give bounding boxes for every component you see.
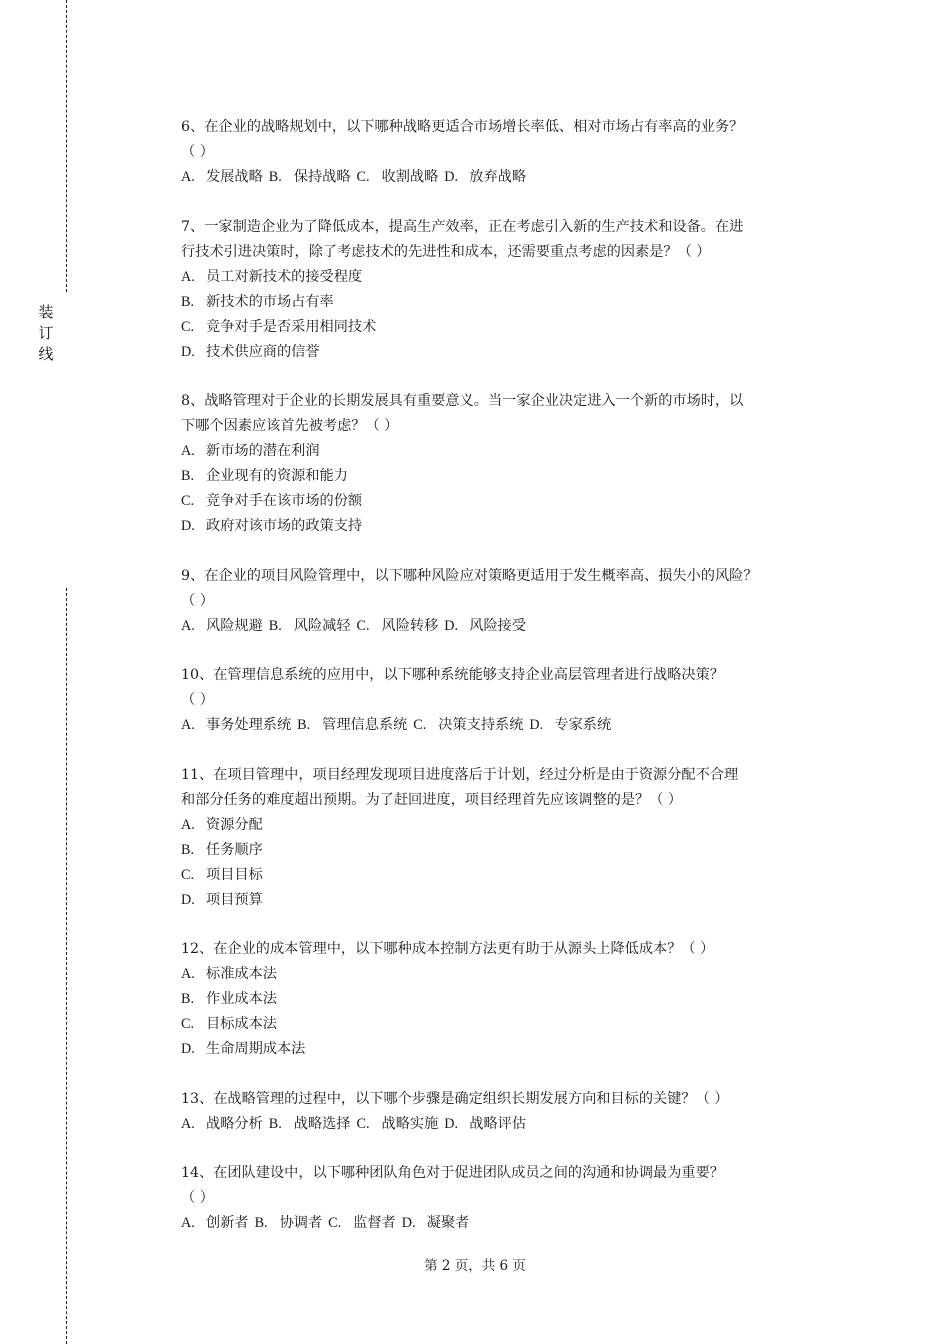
option-letter: A. bbox=[181, 617, 195, 634]
option-text: 战略分析 bbox=[206, 1115, 263, 1132]
question-8 bbox=[181, 389, 849, 539]
option-letter: B. bbox=[181, 841, 195, 858]
question-stem-line: 行技术引进决策时，除了考虑技术的先进性和成本，还需要重点考虑的因素是？（ ） bbox=[181, 243, 711, 260]
option bbox=[181, 340, 849, 365]
option-text: 收割战略 bbox=[381, 169, 439, 185]
option-letter: A. bbox=[181, 268, 195, 285]
option-letter: D. bbox=[444, 617, 459, 634]
option-letter: D. bbox=[529, 717, 544, 733]
question-stem-line: 6、在企业的战略规划中，以下哪种战略更适合市场增长率低、相对市场占有率高的业务？ bbox=[181, 119, 744, 135]
option-text: 专家系统 bbox=[554, 717, 612, 733]
option bbox=[529, 717, 611, 733]
question-stem-line: （ ） bbox=[181, 1190, 214, 1206]
option bbox=[181, 1116, 263, 1132]
option-letter: B. bbox=[181, 991, 195, 1007]
question-14 bbox=[181, 1161, 849, 1236]
binding-label bbox=[37, 302, 55, 365]
question-stem-line: （ ） bbox=[181, 692, 214, 708]
question-12 bbox=[181, 937, 849, 1062]
option-letter: D. bbox=[181, 1041, 195, 1057]
option bbox=[181, 962, 849, 987]
question-stem-line: （ ） bbox=[181, 592, 214, 609]
question-11 bbox=[181, 763, 849, 913]
option bbox=[269, 1116, 351, 1132]
option-letter: B. bbox=[268, 617, 282, 634]
question-10 bbox=[181, 663, 849, 738]
option-text: 政府对该市场的政策支持 bbox=[206, 518, 363, 534]
option bbox=[181, 863, 849, 888]
option-text: 管理信息系统 bbox=[322, 717, 408, 733]
option-text: 战略选择 bbox=[293, 1115, 351, 1132]
question-stem-line: 11、在项目管理中，项目经理发现项目进度落后于计划，经过分析是由于资源分配不合理 bbox=[181, 766, 739, 783]
options-row bbox=[181, 713, 849, 738]
question-stem-line: 和部分任务的难度超出预期。为了赶回进度，项目经理首先应该调整的是？（ ） bbox=[181, 791, 683, 808]
option-text: 技术供应商的信誉 bbox=[206, 343, 320, 360]
option-text: 作业成本法 bbox=[206, 991, 277, 1007]
binding-label-char: 订 bbox=[38, 324, 54, 342]
option-text: 协调者 bbox=[279, 1215, 323, 1231]
option-letter: B. bbox=[268, 1115, 282, 1132]
option-letter: C. bbox=[181, 493, 195, 509]
option-text: 战略实施 bbox=[381, 1115, 439, 1132]
option bbox=[181, 813, 849, 838]
question-7 bbox=[181, 215, 849, 365]
option bbox=[181, 1037, 849, 1062]
option bbox=[181, 1215, 249, 1231]
question-9 bbox=[181, 564, 849, 639]
option-text: 风险接受 bbox=[469, 617, 527, 634]
option-letter: B. bbox=[297, 717, 311, 733]
question-stem-line: 13、在战略管理的过程中，以下哪个步骤是确定组织长期发展方向和目标的关键？（ ） bbox=[181, 1090, 729, 1107]
option-text: 保持战略 bbox=[293, 169, 351, 185]
option bbox=[269, 169, 351, 185]
option-text: 决策支持系统 bbox=[438, 717, 524, 733]
option bbox=[181, 1012, 849, 1037]
binding-dashed-line-top bbox=[66, 0, 67, 292]
option-text: 监督者 bbox=[353, 1215, 396, 1231]
option-letter: C. bbox=[181, 318, 195, 335]
option-letter: B. bbox=[181, 293, 195, 310]
option-text: 企业现有的资源和能力 bbox=[206, 468, 348, 484]
option-letter: D. bbox=[181, 518, 195, 534]
option-text: 新市场的潜在利润 bbox=[206, 443, 320, 459]
option bbox=[444, 169, 526, 185]
option bbox=[269, 618, 351, 634]
option-letter: B. bbox=[268, 169, 282, 185]
option-letter: A. bbox=[181, 1115, 195, 1132]
option-letter: A. bbox=[181, 169, 195, 185]
option-text: 员工对新技术的接受程度 bbox=[206, 268, 363, 285]
option bbox=[413, 717, 523, 733]
option-text: 风险转移 bbox=[381, 617, 439, 634]
option-text: 风险规避 bbox=[206, 617, 263, 634]
option-text: 凝聚者 bbox=[426, 1215, 470, 1231]
option-text: 战略评估 bbox=[469, 1115, 527, 1132]
option bbox=[181, 439, 849, 464]
option bbox=[444, 618, 526, 634]
options-row bbox=[181, 614, 849, 639]
option-letter: A. bbox=[181, 717, 195, 733]
binding-label-char: 线 bbox=[38, 345, 54, 363]
option-text: 放弃战略 bbox=[469, 169, 527, 185]
option-text: 目标成本法 bbox=[206, 1016, 277, 1032]
option-text: 事务处理系统 bbox=[206, 717, 292, 733]
option-letter: C. bbox=[356, 169, 370, 185]
option bbox=[181, 169, 263, 185]
option-text: 项目目标 bbox=[206, 866, 263, 883]
options-row bbox=[181, 1112, 849, 1137]
option bbox=[181, 717, 291, 733]
option-letter: C. bbox=[181, 1016, 195, 1032]
option-text: 竞争对手是否采用相同技术 bbox=[206, 318, 377, 335]
option-letter: C. bbox=[181, 866, 195, 883]
option-text: 生命周期成本法 bbox=[206, 1041, 306, 1057]
option-text: 标准成本法 bbox=[206, 966, 277, 982]
option bbox=[181, 464, 849, 489]
options-row bbox=[181, 165, 849, 190]
option bbox=[255, 1215, 323, 1231]
option-letter: C. bbox=[328, 1215, 342, 1231]
option bbox=[181, 987, 849, 1012]
option-letter: A. bbox=[181, 443, 195, 459]
option-letter: C. bbox=[356, 1115, 370, 1132]
option bbox=[181, 618, 263, 634]
option-letter: B. bbox=[254, 1215, 268, 1231]
option bbox=[181, 265, 849, 290]
option-letter: D. bbox=[181, 343, 195, 360]
option-text: 风险减轻 bbox=[293, 617, 351, 634]
option-text: 资源分配 bbox=[206, 816, 263, 833]
option bbox=[297, 717, 407, 733]
option bbox=[181, 489, 849, 514]
options-row bbox=[181, 1211, 849, 1236]
option bbox=[357, 1116, 439, 1132]
option-text: 发展战略 bbox=[206, 169, 263, 185]
question-stem-line: 8、战略管理对于企业的长期发展具有重要意义。当一家企业决定进入一个新的市场时，以 bbox=[181, 393, 744, 409]
option bbox=[181, 514, 849, 539]
question-stem-line: （ ） bbox=[181, 144, 214, 160]
option-letter: B. bbox=[181, 468, 195, 484]
binding-dashed-line-bottom bbox=[66, 588, 67, 1344]
option-letter: A. bbox=[181, 1215, 195, 1231]
option-letter: D. bbox=[181, 891, 195, 908]
option-text: 项目预算 bbox=[206, 891, 263, 908]
question-6 bbox=[181, 115, 849, 190]
option-letter: D. bbox=[444, 169, 459, 185]
question-13 bbox=[181, 1087, 849, 1137]
option bbox=[181, 838, 849, 863]
option bbox=[357, 169, 439, 185]
option bbox=[328, 1215, 396, 1231]
question-stem-line: 14、在团队建设中，以下哪种团队角色对于促进团队成员之间的沟通和协调最为重要？ bbox=[181, 1165, 724, 1181]
option bbox=[444, 1116, 526, 1132]
option-text: 任务顺序 bbox=[206, 841, 263, 858]
option bbox=[357, 618, 439, 634]
question-stem-line: 下哪个因素应该首先被考虑？（ ） bbox=[181, 418, 399, 434]
option-text: 新技术的市场占有率 bbox=[206, 293, 334, 310]
page-footer: 第 2 页，共 6 页 bbox=[424, 1258, 526, 1274]
option-letter: D. bbox=[444, 1115, 459, 1132]
option-text: 竞争对手在该市场的份额 bbox=[206, 493, 363, 509]
binding-label-char: 装 bbox=[38, 303, 54, 321]
question-list bbox=[181, 115, 849, 1261]
option bbox=[181, 888, 849, 913]
option bbox=[402, 1215, 470, 1231]
question-stem-line: 10、在管理信息系统的应用中，以下哪种系统能够支持企业高层管理者进行战略决策？ bbox=[181, 667, 724, 683]
option-letter: C. bbox=[413, 717, 427, 733]
option-letter: A. bbox=[181, 966, 195, 982]
option-letter: D. bbox=[401, 1215, 416, 1231]
question-stem-line: 9、在企业的项目风险管理中，以下哪种风险应对策略更适用于发生概率高、损失小的风险？ bbox=[181, 567, 758, 584]
option-letter: A. bbox=[181, 816, 195, 833]
option bbox=[181, 315, 849, 340]
question-stem-line: 7、一家制造企业为了降低成本，提高生产效率，正在考虑引入新的生产技术和设备。在进 bbox=[181, 218, 744, 235]
option bbox=[181, 290, 849, 315]
question-stem-line: 12、在企业的成本管理中，以下哪种成本控制方法更有助于从源头上降低成本？（ ） bbox=[181, 941, 715, 957]
option-letter: C. bbox=[356, 617, 370, 634]
option-text: 创新者 bbox=[206, 1215, 249, 1231]
